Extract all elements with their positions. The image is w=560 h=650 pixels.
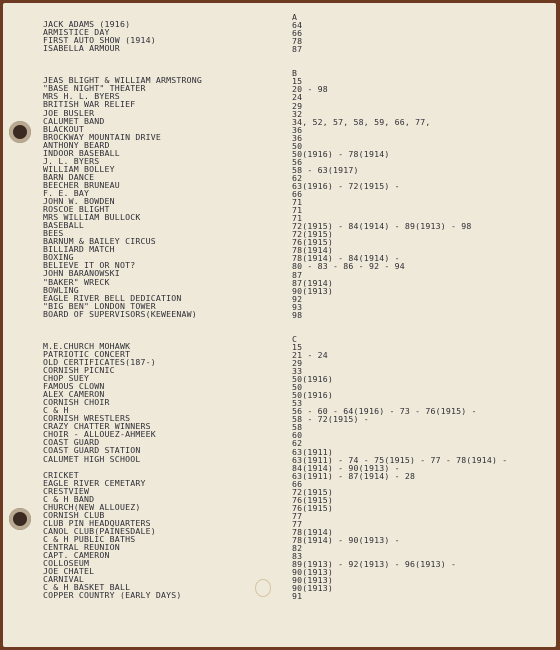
index-entry-pages: 15 — [292, 342, 303, 351]
index-entry-pages: 50(1916) — [292, 391, 334, 400]
index-entry-name: CRICKET — [43, 470, 79, 479]
page-reference-column — [292, 13, 552, 600]
index-entry-name: ROSCOE BLIGHT — [43, 205, 110, 214]
index-entry-name: CORNISH CHOIR — [43, 398, 110, 407]
index-entry-name: MRS WILLIAM BULLOCK — [43, 213, 141, 222]
index-entry-pages: 90(1913) — [292, 286, 334, 295]
index-entry-pages: 72(1915) - 84(1914) - 89(1913) - 98 — [292, 222, 472, 231]
index-entry-name: CORNISH WRESTLERS — [43, 414, 131, 423]
index-entry-name: "BASE NIGHT" THEATER — [43, 84, 146, 93]
index-entry-pages: 63(1911) - 87(1914) - 28 — [292, 471, 416, 480]
index-entry-pages: 84(1914) - 90(1913) - — [292, 463, 400, 472]
index-entry-name: BRITISH WAR RELIEF — [43, 100, 136, 109]
binder-hole-top — [9, 121, 31, 143]
index-entry-name: CARNIVAL — [43, 575, 85, 584]
index-entry-name: JEAS BLIGHT & WILLIAM ARMSTRONG — [43, 76, 203, 85]
index-entry-name: CHURCH(NEW ALLOUEZ) — [43, 502, 141, 511]
index-entry-name: JOHN BARANOWSKI — [43, 269, 120, 278]
index-entry-name: CALUMET HIGH SCHOOL — [43, 454, 141, 463]
index-entry-pages: 64 — [292, 21, 303, 30]
binder-hole-bottom — [9, 508, 31, 530]
index-entry-name: CORNISH CLUB — [43, 510, 105, 519]
index-entry-pages: 76(1915) — [292, 503, 334, 512]
index-entry-pages: 50 — [292, 141, 303, 150]
index-entry-pages: 63(1911) — [292, 447, 334, 456]
index-entry-name: ISABELLA ARMOUR — [43, 44, 120, 53]
index-entry-name: FIRST AUTO SHOW (1914) — [43, 36, 156, 45]
index-entry-name: C & H BAND — [43, 494, 95, 503]
index-entry-name: BILLIARD MATCH — [43, 245, 115, 254]
index-entry-pages: 71 — [292, 206, 303, 215]
index-entry-name: CALUMET BAND — [43, 116, 105, 125]
index-entry-pages: 87(1914) — [292, 278, 334, 287]
index-entry-pages: 89(1913) - 92(1913) - 96(1913) - — [292, 560, 457, 569]
index-entry-name: CLUB PIN HEADQUARTERS — [43, 518, 151, 527]
index-entry-pages: 90(1913) — [292, 584, 334, 593]
index-entry-name: C & H BASKET BALL — [43, 583, 131, 592]
index-entry-pages: 50 — [292, 383, 303, 392]
index-entry-name: J. L. BYERS — [43, 156, 100, 165]
index-entry-name: BARNUM & BAILEY CIRCUS — [43, 237, 156, 246]
index-entry-pages: 90(1913) — [292, 568, 334, 577]
index-entry-name: CHOP SUEY — [43, 374, 90, 383]
index-entry-pages: 63(1911) - 74 - 75(1915) - 77 - 78(1914) - — [292, 455, 508, 464]
index-entry-name: "BAKER" WRECK — [43, 277, 110, 286]
index-entry-pages: 56 — [292, 157, 303, 166]
index-entry-name: CAPT. CAMERON — [43, 551, 110, 560]
index-entry-pages: 78(1914) - 90(1913) - — [292, 536, 400, 545]
index-entry-pages: 66 — [292, 190, 303, 199]
index-entry-name: OLD CERTIFICATES(187-) — [43, 357, 156, 367]
index-entry-pages: 62 — [292, 439, 303, 448]
index-entry-pages: 71 — [292, 214, 303, 223]
index-entry-name: JOE CHATEL — [43, 567, 95, 576]
index-entry-name: MRS H. L. BYERS — [43, 92, 120, 101]
index-entry-name: ANTHONY BEARD — [43, 140, 110, 149]
index-entry-name: BOARD OF SUPERVISORS(KEWEENAW) — [43, 309, 197, 318]
index-entry-name: CRAZY CHATTER WINNERS — [43, 422, 151, 431]
index-entry-pages: 71 — [292, 198, 303, 207]
index-entry-pages: 56 - 60 - 64(1916) - 73 - 76(1915) - — [292, 407, 477, 416]
section-letter: C — [292, 334, 298, 343]
index-entry-pages: 58 - 63(1917) — [292, 165, 359, 174]
index-entry-pages: 77 — [292, 511, 303, 520]
index-entry-pages: 60 — [292, 431, 303, 440]
index-entry-pages: 87 — [292, 270, 303, 279]
index-entry-name: C & H — [43, 406, 69, 415]
index-entry-name: BEECHER BRUNEAU — [43, 180, 120, 189]
index-entry-name: JOE BUSLER — [43, 108, 95, 117]
index-entry-pages: 78(1914) — [292, 528, 334, 537]
index-entry-name: CENTRAL REUNION — [43, 543, 120, 552]
index-entry-name: JOHN W. BOWDEN — [43, 197, 115, 206]
index-entry-name: BROCKWAY MOUNTAIN DRIVE — [43, 132, 161, 141]
index-entry-pages: 36 — [292, 133, 303, 142]
index-entry-pages: 15 — [292, 77, 303, 86]
index-entry-pages: 78(1914) - 84(1914) - — [292, 254, 400, 263]
index-entry-name: COAST GUARD — [43, 438, 100, 447]
index-entry-pages: 92 — [292, 294, 303, 303]
index-entry-pages: 58 - 72(1915) - — [292, 415, 369, 424]
index-entry-name: JACK ADAMS (1916) — [43, 20, 131, 29]
index-entry-name: BOXING — [43, 253, 74, 262]
index-entry-pages: 83 — [292, 552, 303, 561]
index-entry-pages: 76(1915) — [292, 238, 334, 247]
index-entry-pages: 66 — [292, 29, 303, 38]
index-entry-name: CORNISH PICNIC — [43, 366, 115, 375]
index-entry-name: CANOL CLUB(PAINESDALE) — [43, 526, 156, 535]
index-entry-name: "BIG BEN" LONDON TOWER — [43, 301, 156, 310]
index-entry-name: BARN DANCE — [43, 172, 95, 181]
index-entry-name: BASEBALL — [43, 221, 85, 230]
index-entry-name: BLACKOUT — [43, 124, 85, 133]
index-entry-pages: 87 — [292, 45, 303, 54]
index-entry-name: F. E. BAY — [43, 188, 90, 198]
index-entry-pages: 63(1916) - 72(1915) - — [292, 181, 400, 191]
index-entry-name: CHOIR - ALLOUEZ-AHMEEK — [43, 430, 156, 439]
index-entry-pages: 80 - 83 - 86 - 92 - 94 — [292, 262, 405, 271]
index-entry-name: COLLOSEUM — [43, 559, 90, 568]
index-entry-name: M.E.CHURCH MOHAWK — [43, 341, 131, 350]
index-entry-pages: 50(1916) — [292, 375, 334, 384]
index-entry-pages: 24 — [292, 93, 303, 102]
index-entry-name: BEES — [43, 229, 64, 238]
index-entry-pages: 72(1915) — [292, 487, 334, 496]
index-entry-pages: 62 — [292, 173, 303, 182]
index-entry-pages: 93 — [292, 302, 303, 311]
index-entry-pages: 98 — [292, 310, 303, 319]
index-entry-name: EAGLE RIVER BELL DEDICATION — [43, 293, 182, 302]
index-entry-pages: 77 — [292, 519, 303, 528]
index-entry-pages: 29 — [292, 101, 303, 110]
index-entry-name: ARMISTICE DAY — [43, 28, 110, 37]
index-entry-name: BOWLING — [43, 285, 79, 294]
index-entry-pages: 36 — [292, 125, 303, 134]
index-entry-pages: 53 — [292, 399, 303, 408]
index-entry-name: CRESTVIEW — [43, 486, 90, 495]
index-entry-pages: 72(1915) — [292, 230, 334, 239]
index-entry-pages: 32 — [292, 109, 303, 118]
index-entry-name: COAST GUARD STATION — [43, 446, 141, 455]
index-entry-name: COPPER COUNTRY (EARLY DAYS) — [43, 591, 182, 600]
index-entry-pages: 58 — [292, 423, 303, 432]
index-entry-pages: 78 — [292, 37, 303, 46]
index-entry-pages: 29 — [292, 359, 303, 368]
index-entry-name: EAGLE RIVER CEMETARY — [43, 478, 146, 487]
index-entry-name: FAMOUS CLOWN — [43, 382, 105, 391]
index-entry-pages: 91 — [292, 592, 303, 601]
index-entry-pages: 66 — [292, 479, 303, 488]
index-entry-pages: 21 - 24 — [292, 350, 328, 360]
index-entry-pages: 78(1914) — [292, 246, 334, 255]
index-entry-pages: 90(1913) — [292, 576, 334, 585]
index-entry-name: BELIEVE IT OR NOT? — [43, 261, 136, 270]
section-letter: B — [292, 69, 298, 78]
index-entry-pages: 50(1916) - 78(1914) — [292, 149, 390, 158]
index-entry-pages: 20 - 98 — [292, 85, 328, 94]
section-letter: A — [292, 13, 298, 22]
index-entry-name: INDOOR BASEBALL — [43, 148, 120, 157]
index-entry-pages: 33 — [292, 367, 303, 376]
index-entry-name: ALEX CAMERON — [43, 390, 105, 399]
index-entry-name: C & H PUBLIC BATHS — [43, 535, 136, 544]
index-entry-pages: 76(1915) — [292, 495, 334, 504]
index-entry-name: PATRIOTIC CONCERT — [43, 349, 131, 358]
index-entry-pages: 82 — [292, 544, 303, 553]
index-entry-name: WILLIAM BOLLEY — [43, 164, 115, 173]
index-entry-name — [43, 463, 293, 471]
index-page — [3, 3, 556, 647]
index-entry-pages: 34, 52, 57, 58, 59, 66, 77, — [292, 117, 431, 126]
subject-column — [43, 20, 293, 599]
